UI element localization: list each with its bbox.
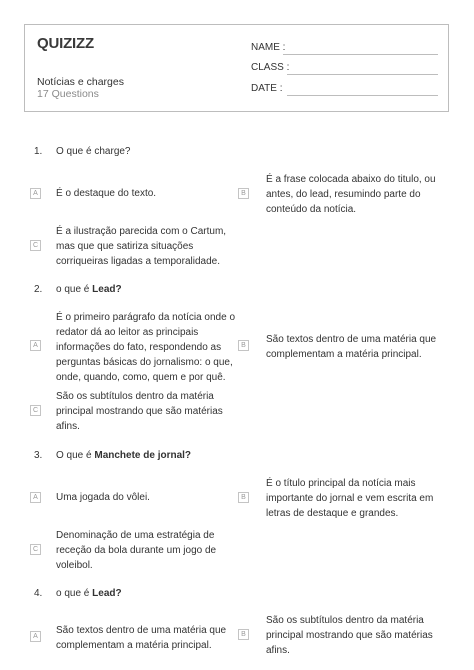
option-letter-badge: B — [238, 629, 249, 640]
question-count: 17 Questions — [37, 88, 99, 100]
name-label: NAME : — [251, 42, 286, 53]
option-letter-badge: B — [238, 340, 249, 351]
option-letter-badge: B — [238, 492, 249, 503]
option-text: Uma jogada do vôlei. — [56, 492, 150, 503]
option-text: São os subtítulos dentro da matéria principal mostrando que são matérias afins. — [266, 615, 433, 656]
option-text: É o destaque do texto. — [56, 188, 157, 199]
option-letter-badge: A — [30, 340, 41, 351]
option-letter-badge: A — [30, 188, 41, 199]
question-number: 2. — [34, 284, 43, 295]
option-letter-badge: A — [30, 631, 41, 642]
option-text: É o título principal da notícia mais importante do jornal e vem escrita em letras de destaque e grandes. — [266, 478, 434, 519]
option-letter-badge: A — [30, 492, 41, 503]
option-letter-badge: C — [30, 544, 41, 555]
date-label: DATE : — [251, 83, 283, 94]
option-letter-badge: B — [238, 188, 249, 199]
date-field[interactable] — [251, 83, 282, 94]
option-text: É a frase colocada abaixo do titulo, ou antes, do lead, resumindo parte do conteúdo da notícia. — [266, 174, 436, 215]
option-text: São os subtítulos dentro da matéria principal mostrando que são matérias afins. — [56, 391, 223, 432]
question-number: 3. — [34, 450, 43, 461]
option-text: É a ilustração parecida com o Cartum, mas que que satiriza situações corriqueiras ligadas a temporalidade. — [56, 226, 227, 267]
question-number: 4. — [34, 588, 43, 599]
option-text: São textos dentro de uma matéria que complementam a matéria principal. — [266, 334, 437, 360]
question-number: 1. — [34, 146, 43, 157]
name-line — [283, 54, 438, 55]
class-label: CLASS : — [251, 62, 290, 73]
worksheet-title: Notícias e charges — [37, 76, 124, 88]
name-field[interactable] — [251, 42, 285, 53]
class-line — [287, 74, 438, 75]
question-text: O que é Manchete de jornal? — [56, 450, 192, 461]
option-text: São textos dentro de uma matéria que complementam a matéria principal. — [56, 625, 227, 651]
option-text: Denominação de uma estratégia de receção da bola durante um jogo de voleibol. — [56, 530, 217, 571]
option-letter-badge: C — [30, 405, 41, 416]
question-text: O que é charge? — [56, 146, 131, 157]
worksheet-header — [24, 24, 449, 112]
question-text: o que é Lead? — [56, 284, 122, 295]
option-text: É o primeiro parágrafo da notícia onde o redator dá ao leitor as principais informações do fato, respondendo as perguntas básicas do jornalismo: o que, onde, quando, como, quem e por quê. — [56, 312, 235, 383]
quizizz-logo: QUIZIZZ — [37, 35, 94, 52]
question-text: o que é Lead? — [56, 588, 122, 599]
class-field[interactable] — [251, 62, 289, 73]
date-line — [287, 95, 438, 96]
option-letter-badge: C — [30, 240, 41, 251]
